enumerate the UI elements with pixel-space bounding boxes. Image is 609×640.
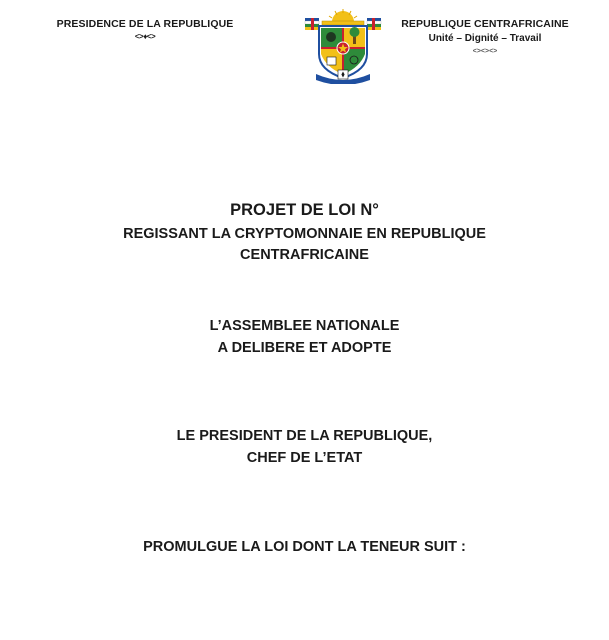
- flag-right-icon: [367, 18, 381, 30]
- assembly-statement: [0, 315, 609, 359]
- bill-subtitle-line-1: REGISSANT LA CRYPTOMONNAIE EN REPUBLIQUE: [123, 226, 486, 242]
- sun-icon: [329, 9, 357, 22]
- coat-of-arms-emblem: [302, 8, 384, 84]
- header-left: [40, 18, 250, 43]
- bill-subtitle: [0, 224, 609, 266]
- flag-left-icon: [305, 18, 319, 30]
- presidence-title: PRESIDENCE DE LA REPUBLIQUE: [56, 18, 234, 30]
- republique-title: REPUBLIQUE CENTRAFRICAINE: [401, 18, 569, 30]
- president-line-2: CHEF DE L’ETAT: [246, 450, 363, 466]
- president-statement: [0, 425, 609, 469]
- promulgation-statement: PROMULGUE LA LOI DONT LA TENEUR SUIT :: [143, 539, 466, 555]
- assembly-line-2: A DELIBERE ET ADOPTE: [217, 340, 392, 356]
- right-ornament: <><><>: [472, 48, 498, 55]
- bill-title: PROJET DE LOI N°: [230, 201, 379, 219]
- national-motto: Unité – Dignité – Travail: [428, 33, 542, 44]
- assembly-line-1: L’ASSEMBLEE NATIONALE: [209, 318, 400, 334]
- bottom-banner-icon: [316, 70, 370, 84]
- left-ornament: <>♦<>: [134, 32, 156, 41]
- header-right: [385, 18, 585, 58]
- bill-subtitle-line-2: CENTRAFRICAINE: [240, 247, 369, 263]
- president-line-1: LE PRESIDENT DE LA REPUBLIQUE,: [176, 428, 433, 444]
